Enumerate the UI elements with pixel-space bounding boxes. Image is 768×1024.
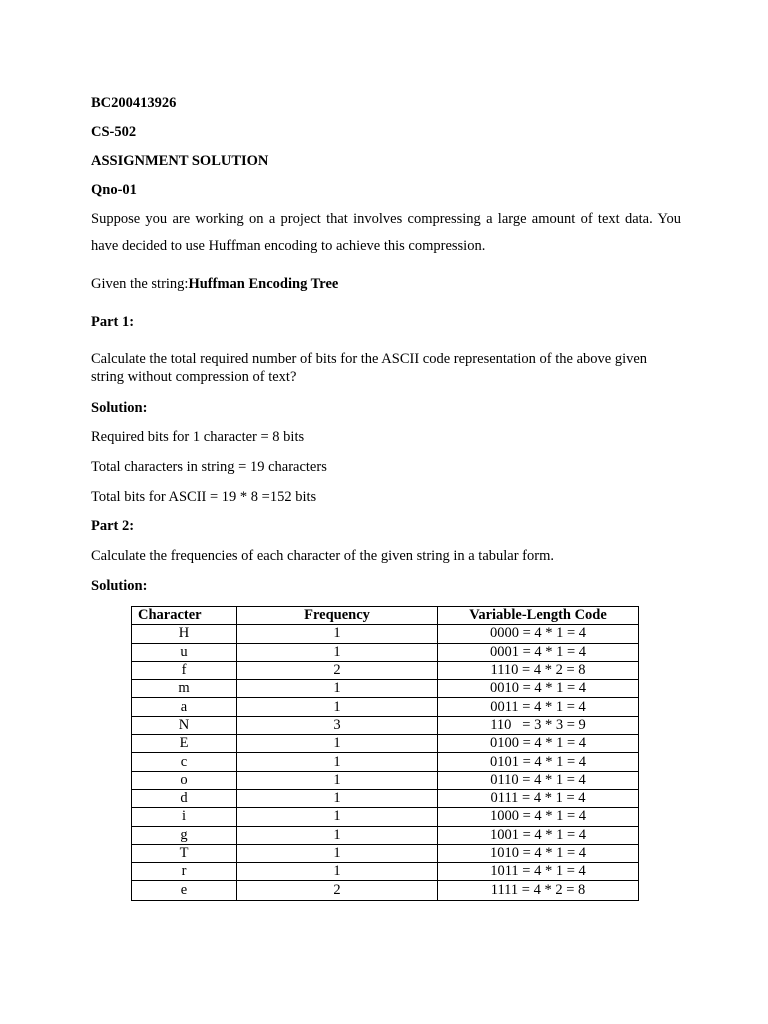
cell-frequency: 1 bbox=[237, 680, 438, 698]
given-string-value: Huffman Encoding Tree bbox=[188, 276, 339, 292]
table-row bbox=[132, 863, 639, 881]
question-number: Qno-01 bbox=[91, 182, 137, 198]
cell-frequency: 1 bbox=[237, 625, 438, 643]
cell-frequency: 1 bbox=[237, 808, 438, 826]
part1-solution-line: Required bits for 1 character = 8 bits bbox=[91, 429, 305, 445]
cell-frequency: 1 bbox=[237, 771, 438, 789]
part1-question: Calculate the total required number of bits for the ASCII code representation of the above given string without compression of text? bbox=[91, 351, 648, 385]
cell-character: H bbox=[132, 625, 237, 643]
cell-frequency: 1 bbox=[237, 826, 438, 844]
table-row bbox=[132, 789, 639, 807]
cell-frequency: 1 bbox=[237, 789, 438, 807]
part1-solution-label: Solution: bbox=[91, 400, 148, 416]
given-string-line bbox=[91, 275, 338, 293]
student-id: BC200413926 bbox=[91, 95, 177, 111]
given-string-label: Given the string: bbox=[91, 276, 189, 292]
table-row bbox=[132, 716, 639, 734]
cell-frequency: 2 bbox=[237, 881, 438, 901]
cell-character: o bbox=[132, 771, 237, 789]
cell-code: 0011 = 4 * 1 = 4 bbox=[438, 698, 639, 716]
table-header-row bbox=[132, 607, 639, 625]
header-code: Variable-Length Code bbox=[438, 607, 639, 625]
cell-frequency: 1 bbox=[237, 844, 438, 862]
cell-code: 1010 = 4 * 1 = 4 bbox=[438, 844, 639, 862]
cell-code: 0100 = 4 * 1 = 4 bbox=[438, 735, 639, 753]
cell-frequency: 1 bbox=[237, 863, 438, 881]
part2-question: Calculate the frequencies of each character of the given string in a tabular form. bbox=[91, 548, 554, 564]
cell-code: 0110 = 4 * 1 = 4 bbox=[438, 771, 639, 789]
cell-code: 0010 = 4 * 1 = 4 bbox=[438, 680, 639, 698]
cell-code: 0000 = 4 * 1 = 4 bbox=[438, 625, 639, 643]
cell-frequency: 2 bbox=[237, 661, 438, 679]
cell-character: N bbox=[132, 716, 237, 734]
cell-frequency: 1 bbox=[237, 698, 438, 716]
table-row bbox=[132, 643, 639, 661]
frequency-table bbox=[131, 606, 639, 901]
header-frequency: Frequency bbox=[237, 607, 438, 625]
cell-frequency: 1 bbox=[237, 753, 438, 771]
cell-code: 1111 = 4 * 2 = 8 bbox=[438, 881, 639, 901]
cell-character: a bbox=[132, 698, 237, 716]
cell-code: 0111 = 4 * 1 = 4 bbox=[438, 789, 639, 807]
cell-code: 0001 = 4 * 1 = 4 bbox=[438, 643, 639, 661]
cell-character: E bbox=[132, 735, 237, 753]
cell-character: e bbox=[132, 881, 237, 901]
table-row bbox=[132, 680, 639, 698]
intro-paragraph: Suppose you are working on a project that involves compressing a large amount of text data. You have decided to use Huffman encoding to achieve this compression. bbox=[91, 211, 681, 254]
table-row bbox=[132, 771, 639, 789]
table-row bbox=[132, 735, 639, 753]
cell-character: f bbox=[132, 661, 237, 679]
table-row bbox=[132, 826, 639, 844]
cell-code: 1001 = 4 * 1 = 4 bbox=[438, 826, 639, 844]
cell-code: 1000 = 4 * 1 = 4 bbox=[438, 808, 639, 826]
cell-code: 0101 = 4 * 1 = 4 bbox=[438, 753, 639, 771]
table-row bbox=[132, 844, 639, 862]
cell-code: 1110 = 4 * 2 = 8 bbox=[438, 661, 639, 679]
cell-character: d bbox=[132, 789, 237, 807]
course-code: CS-502 bbox=[91, 124, 137, 140]
cell-code: 1011 = 4 * 1 = 4 bbox=[438, 863, 639, 881]
table-row bbox=[132, 881, 639, 901]
part2-solution-label: Solution: bbox=[91, 578, 148, 594]
part1-solution-line: Total characters in string = 19 characters bbox=[91, 459, 327, 475]
table-row bbox=[132, 753, 639, 771]
cell-character: u bbox=[132, 643, 237, 661]
header-character: Character bbox=[132, 607, 237, 625]
cell-character: c bbox=[132, 753, 237, 771]
cell-frequency: 3 bbox=[237, 716, 438, 734]
cell-character: T bbox=[132, 844, 237, 862]
cell-character: m bbox=[132, 680, 237, 698]
cell-frequency: 1 bbox=[237, 735, 438, 753]
cell-character: g bbox=[132, 826, 237, 844]
table-row bbox=[132, 625, 639, 643]
cell-character: i bbox=[132, 808, 237, 826]
table-row bbox=[132, 661, 639, 679]
cell-character: r bbox=[132, 863, 237, 881]
table-row bbox=[132, 698, 639, 716]
table-row bbox=[132, 808, 639, 826]
part1-heading: Part 1: bbox=[91, 314, 135, 330]
part1-solution-line: Total bits for ASCII = 19 * 8 =152 bits bbox=[91, 489, 317, 505]
cell-code: 110 = 3 * 3 = 9 bbox=[438, 716, 639, 734]
cell-frequency: 1 bbox=[237, 643, 438, 661]
document-title: ASSIGNMENT SOLUTION bbox=[91, 153, 269, 169]
part2-heading: Part 2: bbox=[91, 518, 135, 534]
